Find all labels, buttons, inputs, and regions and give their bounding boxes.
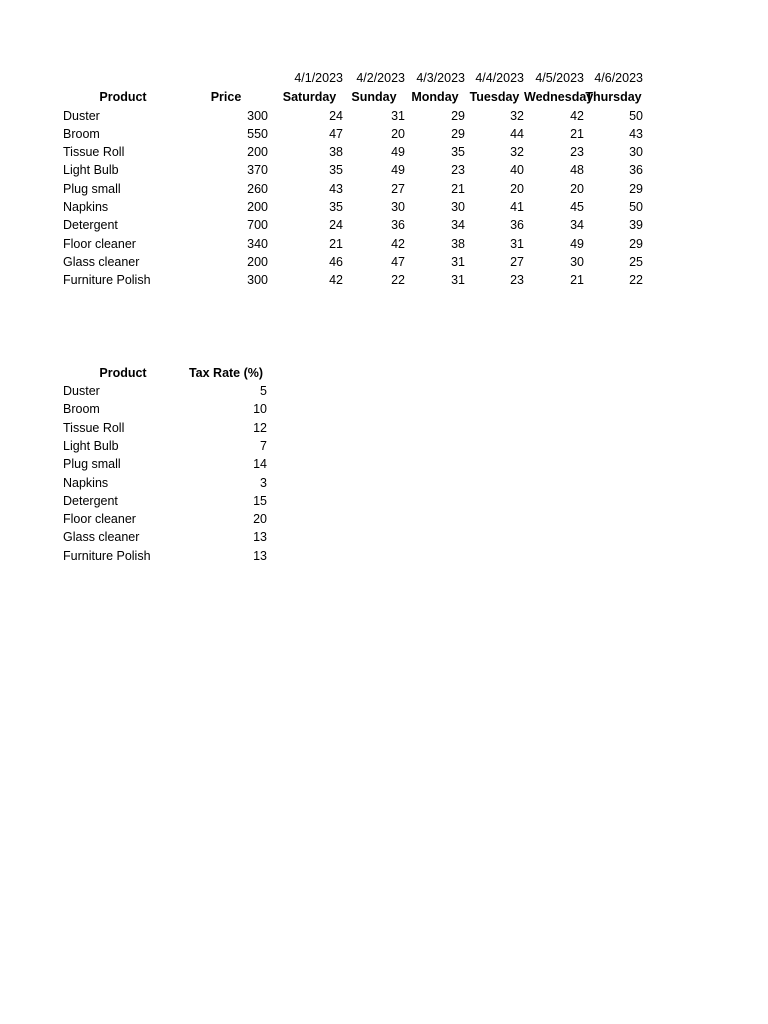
product-name-cell: Detergent: [63, 218, 118, 233]
sales-value-cell: 31: [510, 236, 524, 251]
day-column-header: Monday: [411, 90, 459, 104]
sales-value-cell: 29: [451, 126, 465, 141]
sales-value-cell: 38: [329, 145, 343, 160]
sales-value-cell: 30: [451, 200, 465, 214]
sales-value-cell: 42: [329, 273, 343, 288]
price-cell: 550: [247, 126, 268, 141]
sales-value-cell: 47: [329, 126, 343, 141]
date-cell: 4/5/2023: [535, 71, 584, 85]
product-name-cell: Light Bulb: [63, 163, 119, 178]
date-cell: 4/2/2023: [356, 71, 405, 85]
sales-value-cell: 30: [391, 200, 405, 214]
sales-value-cell: 32: [510, 145, 524, 160]
tax-rate-cell: 15: [253, 493, 267, 508]
tax-rate-cell: 20: [253, 512, 267, 527]
product-name-cell: Tissue Roll: [63, 145, 125, 160]
product-name-cell: Floor cleaner: [63, 236, 136, 251]
sales-value-cell: 42: [570, 108, 584, 123]
sales-value-cell: 43: [329, 181, 343, 196]
sales-value-cell: 22: [629, 273, 643, 288]
sales-value-cell: 42: [391, 236, 405, 251]
product-name-cell: Glass cleaner: [63, 530, 140, 545]
product-name-cell: Furniture Polish: [63, 548, 151, 563]
price-cell: 340: [247, 236, 268, 251]
sales-value-cell: 35: [451, 145, 465, 160]
sales-value-cell: 31: [451, 254, 465, 269]
date-cell: 4/3/2023: [416, 71, 465, 85]
sales-value-cell: 49: [391, 145, 405, 160]
sales-value-cell: 46: [329, 254, 343, 269]
product-name-cell: Light Bulb: [63, 438, 119, 453]
date-cell: 4/4/2023: [475, 71, 524, 85]
price-cell: 200: [247, 200, 268, 214]
sales-value-cell: 30: [629, 145, 643, 160]
sales-value-cell: 30: [570, 254, 584, 269]
price-cell: 260: [247, 181, 268, 196]
sales-value-cell: 50: [629, 200, 643, 214]
sales-value-cell: 48: [570, 163, 584, 178]
product-name-cell: Detergent: [63, 493, 118, 508]
sales-value-cell: 44: [510, 126, 524, 141]
product-name-cell: Floor cleaner: [63, 512, 136, 527]
product-column-header: Product: [99, 90, 147, 104]
sales-value-cell: 35: [329, 163, 343, 178]
sales-value-cell: 49: [391, 163, 405, 178]
product-name-cell: Plug small: [63, 457, 121, 472]
product-name-cell: Napkins: [63, 475, 109, 490]
price-column-header: Price: [210, 90, 242, 104]
price-cell: 370: [247, 163, 268, 178]
sales-value-cell: 36: [510, 218, 524, 233]
sales-value-cell: 20: [510, 181, 524, 196]
product-name-cell: Tissue Roll: [63, 420, 125, 435]
sales-value-cell: 36: [391, 218, 405, 233]
day-column-header: Tuesday: [469, 90, 520, 104]
tax-rate-cell: 14: [253, 457, 267, 472]
tax-rate-cell: 13: [253, 530, 267, 545]
sales-value-cell: 39: [629, 218, 643, 233]
day-column-header: Thursday: [585, 90, 642, 104]
sales-value-cell: 20: [391, 126, 405, 141]
sales-value-cell: 50: [629, 108, 643, 123]
sales-value-cell: 20: [570, 181, 584, 196]
sales-value-cell: 49: [570, 236, 584, 251]
sales-value-cell: 32: [510, 108, 524, 123]
product-name-cell: Furniture Polish: [63, 273, 151, 288]
tax-rate-cell: 3: [260, 475, 267, 490]
sales-value-cell: 35: [329, 200, 343, 214]
date-cell: 4/6/2023: [594, 71, 643, 85]
day-column-header: Saturday: [282, 90, 337, 104]
sales-value-cell: 21: [570, 273, 584, 288]
sales-value-cell: 41: [510, 200, 524, 214]
sales-value-cell: 34: [451, 218, 465, 233]
sales-value-cell: 29: [629, 236, 643, 251]
price-cell: 300: [247, 273, 268, 288]
product-name-cell: Duster: [63, 108, 100, 123]
tax-rate-column-header: Tax Rate (%): [188, 366, 264, 380]
sales-value-cell: 21: [451, 181, 465, 196]
product-name-cell: Glass cleaner: [63, 254, 140, 269]
day-column-header: Sunday: [351, 90, 397, 104]
sales-value-cell: 27: [510, 254, 524, 269]
sales-value-cell: 38: [451, 236, 465, 251]
sales-value-cell: 25: [629, 254, 643, 269]
tax-rate-cell: 12: [253, 420, 267, 435]
sales-value-cell: 23: [510, 273, 524, 288]
tax-rate-cell: 7: [260, 438, 267, 453]
sales-value-cell: 36: [629, 163, 643, 178]
product-column-header: Product: [99, 366, 147, 380]
sales-value-cell: 34: [570, 218, 584, 233]
sales-value-cell: 31: [451, 273, 465, 288]
sales-value-cell: 45: [570, 200, 584, 214]
tax-rate-cell: 10: [253, 402, 267, 417]
price-cell: 700: [247, 218, 268, 233]
sales-value-cell: 23: [570, 145, 584, 160]
sales-value-cell: 21: [570, 126, 584, 141]
sales-value-cell: 21: [329, 236, 343, 251]
product-name-cell: Broom: [63, 126, 100, 141]
tax-rate-cell: 5: [260, 384, 267, 398]
sales-value-cell: 23: [451, 163, 465, 178]
product-name-cell: Duster: [63, 384, 100, 398]
sales-value-cell: 27: [391, 181, 405, 196]
price-cell: 200: [247, 145, 268, 160]
day-column-header: Wednesday: [524, 90, 594, 104]
product-name-cell: Plug small: [63, 181, 121, 196]
product-name-cell: Napkins: [63, 200, 109, 214]
date-cell: 4/1/2023: [294, 71, 343, 85]
product-name-cell: Broom: [63, 402, 100, 417]
tax-rate-cell: 13: [253, 548, 267, 563]
price-cell: 200: [247, 254, 268, 269]
sales-value-cell: 31: [391, 108, 405, 123]
sales-value-cell: 24: [329, 108, 343, 123]
sales-value-cell: 43: [629, 126, 643, 141]
sales-value-cell: 22: [391, 273, 405, 288]
sales-value-cell: 24: [329, 218, 343, 233]
price-cell: 300: [247, 108, 268, 123]
sales-value-cell: 40: [510, 163, 524, 178]
sales-value-cell: 29: [451, 108, 465, 123]
sales-value-cell: 29: [629, 181, 643, 196]
sales-value-cell: 47: [391, 254, 405, 269]
